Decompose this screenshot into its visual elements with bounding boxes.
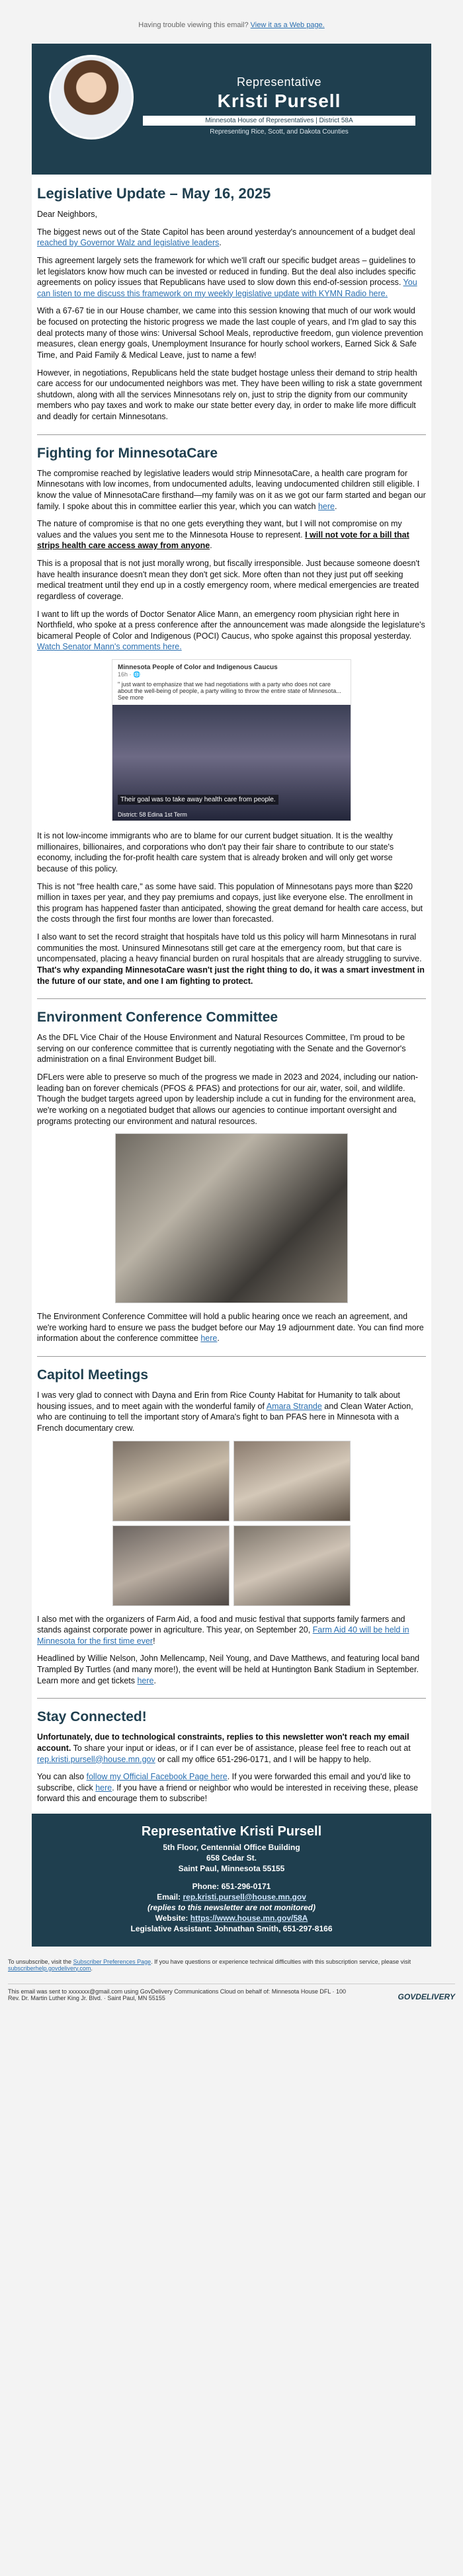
unsubscribe-line: To unsubscribe, visit the Subscriber Preferences Page. If you have questions or experience technical difficulties with this subscription service, please visit subscriberhelp.govdelivery.com. (8, 1958, 411, 1972)
divider (37, 1698, 426, 1699)
footer-email: Email: rep.kristi.pursell@house.mn.gov (157, 1892, 306, 1902)
update-title: Legislative Update – May 16, 2025 (37, 185, 271, 202)
bottom-row (8, 1988, 455, 2001)
amara-strande-link[interactable]: Amara Strande (266, 1401, 322, 1411)
divider (37, 1356, 426, 1357)
farm-aid-tickets-link[interactable]: here (137, 1675, 154, 1685)
video-caption: Their goal was to take away health care from people. (118, 795, 278, 805)
header-role: Representative (236, 75, 322, 89)
meeting-photo (233, 1525, 351, 1606)
meeting-photo (112, 1441, 230, 1521)
mncare-paragraph-6: This is not "free health care," as some have said. This population of Minnesotans pays more than $220 million in taxes per year, and they pay premiums and copays, just like everyone else. The enrollment in this program has happened faster than anticipated, showing the great demand for health care access, but the costs through the first four months are lower than forecasted. (37, 881, 423, 924)
footer-note: (replies to this newsletter are not monitored) (147, 1902, 316, 1912)
greeting: Dear Neighbors, (37, 210, 98, 219)
footer-street: 658 Cedar St. (206, 1853, 257, 1863)
farm-aid-link[interactable]: Farm Aid 40 will be held in Minnesota for the first time ever (37, 1625, 409, 1646)
update-paragraph-3: With a 67-67 tie in our House chamber, we came into this session knowing that much of our work would be focused on protecting the historic progress we made the last couple of years, and I'm glad to say this deal protects many of those wins: Universal School Meals, reproductive freedom, gun violence prevention measures, clean energy goals, Unemployment Insurance for hourly school workers, Earned Sick & Safe Time, and Paid Family & Medical Leave, just to name a few! (37, 306, 423, 360)
conference-committee-link[interactable]: here (200, 1334, 218, 1344)
mncare-paragraph-5: It is not low-income immigrants who are to blame for our current budget situation. It is the wealthy millionaires, billionaires, and corporations who don't pay their fair share to contribute to our state's economy, including the for-profit health care system that is already broken and will only get worse because of this policy. (37, 831, 394, 873)
meeting-photo (233, 1441, 351, 1521)
environment-title: Environment Conference Committee (37, 1010, 278, 1026)
budget-deal-link[interactable]: reached by Governor Walz and legislative leaders (37, 238, 220, 248)
connected-paragraph-2: You can also follow my Official Facebook Page here. If you were forwarded this email and you'd like to subscribe, click here. If you have a friend or neighbor who would be interested in receiving these, please forward this and encourage them to subscribe! (37, 1772, 419, 1804)
email-link[interactable]: rep.kristi.pursell@house.mn.gov (37, 1754, 155, 1764)
committee-video-link[interactable]: here (317, 501, 335, 511)
connected-title: Stay Connected! (37, 1709, 147, 1725)
environment-paragraph-1: As the DFL Vice Chair of the House Environment and Natural Resources Committee, I'm proud to be serving on our conference committee that is currently negotiating with the Senate and the Governor's administration on a final Environment Budget bill. (37, 1033, 406, 1065)
newsletter (32, 44, 431, 1947)
update-paragraph-4: However, in negotiations, Republicans held the state budget hostage unless their demand to strip health care access for our undocumented neighbors was met. They have been willing to risk a state government shutdown, along with all the services Minnesotans rely on, just to strip the dignity from our community members who pay taxes and work to make our state better every day, in order to make life more difficult and deadly for certain Minnesotans. (37, 368, 423, 421)
capitol-paragraph-1: I was very glad to connect with Dayna and Erin from Rice County Habitat for Humanity to talk about housing issues, and to meet again with the wonderful family of Amara Strande and Clean Water Action, who are continuing to tell the important story of Amara's fight to ban PFAS here in Minnesota with a French documentary crew. (37, 1390, 413, 1433)
capitol-paragraph-3: Headlined by Willie Nelson, John Mellencamp, Neil Young, and Dave Matthews, and featuring local band Trampled By Turtles (and many more!), the event will be held at Huntington Bank Stadium in September. Learn more and get tickets here. (37, 1654, 420, 1685)
divider (37, 998, 426, 999)
header-text (143, 75, 415, 136)
bottom-area (0, 1947, 463, 2001)
connected-paragraph-1: Unfortunately, due to technological constraints, replies to this newsletter won't reach my email account. To share your input or ideas, or if I can ever be of assistance, please feel free to reach out at rep.kristi.pursell@house.mn.gov or call my office 651-296-0171, and I will be happy to help. (37, 1732, 411, 1764)
content (32, 185, 431, 1804)
preheader-text: Having trouble viewing this email? (138, 21, 249, 29)
subscriber-help-link[interactable]: subscriberhelp.govdelivery.com (8, 1964, 91, 1972)
header-banner (32, 44, 431, 175)
footer (32, 1814, 431, 1947)
kymn-radio-link[interactable]: You can listen to me discuss this framework on my weekly legislative update with KYMN Radio here. (37, 278, 417, 298)
divider (37, 434, 426, 435)
subscriber-preferences-link[interactable]: Subscriber Preferences Page (73, 1958, 151, 1965)
video-lower-third: District: 58 Edina 1st Term (118, 811, 187, 818)
footer-phone: Phone: 651-296-0171 (192, 1881, 271, 1891)
mncare-paragraph-3: This is a proposal that is not just morally wrong, but fiscally irresponsible. Just because someone doesn't have health insurance doesn't mean they don't get sick. More often than not they just put off seeking medical treatment until they end up in a costly emergency room, where medical emergencies are treated regardless of coverage. (37, 559, 420, 601)
header-subtitle: Minnesota House of Representatives | District 58A (143, 116, 415, 126)
facebook-video-embed[interactable] (112, 659, 351, 821)
footer-assistant: Legislative Assistant: Johnathan Smith, 651-297-8166 (130, 1924, 333, 1934)
senator-mann-link[interactable]: Watch Senator Mann's comments here. (37, 642, 182, 652)
subscribe-link[interactable]: here (95, 1783, 112, 1792)
footer-city: Saint Paul, Minnesota 55155 (178, 1864, 285, 1874)
mncare-title: Fighting for MinnesotaCare (37, 445, 218, 461)
update-paragraph-2: This agreement largely sets the framework for which we'll craft our specific budget areas – guidelines to let legislators know how much can be invested or reduced in funding. But the deal also includes specific agreements on policy issues that Republicans have used to slow down this end-of-session process. You can listen to me discuss this framework on my weekly legislative update with KYMN Radio here. (37, 255, 417, 298)
mncare-paragraph-7: I also want to set the record straight that hospitals have told us this policy will harm Minnesotans in rural communities the most. Uninsured Minnesotans still get care at the emergency room, but that care is uncompensated, placing a heavy financial burden on rural hospitals that are already struggling to survive. That's why expanding MinnesotaCare wasn't just the right thing to do, it was a smart investment in the future of our state, and one I am fighting to protect. (37, 932, 425, 986)
mncare-paragraph-2: The nature of compromise is that no one gets everything they want, but I will not compromise on my values and the values you sent me to the Minnesota House to represent. I will not vote for a bill that strips health care access away from anyone. (37, 519, 409, 551)
avatar (49, 55, 134, 140)
fb-post-text: " just want to emphasize that we had negotiations with a party who does not care about the well-being of people, a party willing to throw the entire state of Minnesota... See more (118, 681, 341, 701)
footer-website-link[interactable]: https://www.house.mn.gov/58A (190, 1913, 308, 1923)
fb-meta: 16h · 🌐 (118, 671, 141, 678)
footer-website: Website: https://www.house.mn.gov/58A (155, 1913, 308, 1923)
mncare-paragraph-1: The compromise reached by legislative leaders would strip MinnesotaCare, a health care program for Minnesotans with low incomes, from undocumented adults, leaving undocumented children still eligible. I know the value of MinnesotaCare firsthand—my family was on it as we got our farm started and began our family. I spoke about this in committee earlier this year, which you can watch here. (37, 468, 426, 511)
header-subtitle-2: Representing Rice, Scott, and Dakota Counties (210, 128, 349, 136)
govdelivery-logo: GOVDELIVERY (398, 1992, 455, 2001)
header-name: Kristi Pursell (217, 91, 341, 111)
capitol-paragraph-2: I also met with the organizers of Farm Aid, a food and music festival that supports family farmers and stands against corporate power in agriculture. This year, on September 20, Farm Aid 40 will be held in Minnesota for the first time ever! (37, 1614, 409, 1646)
sent-to-line: This email was sent to xxxxxxx@gmail.com using GovDelivery Communications Cloud on behalf of: Minnesota House DFL · 100 Rev. Dr. Martin Luther King Jr. Blvd. · Saint Paul, MN 55155 (8, 1988, 347, 2001)
meeting-photo (112, 1525, 230, 1606)
environment-paragraph-3: The Environment Conference Committee will hold a public hearing once we reach an agreement, and we're working hard to ensure we pass the budget before our May 19 adjournment date. You can find more information about the conference committee here. (37, 1312, 424, 1344)
preheader (0, 0, 463, 44)
meeting-photo-grid (112, 1441, 351, 1606)
video-thumbnail[interactable] (112, 705, 351, 821)
update-paragraph-1: The biggest news out of the State Capitol has been around yesterday's announcement of a budget deal reached by Governor Walz and legislative leaders. (37, 227, 415, 248)
web-version-link[interactable]: View it as a Web page. (250, 21, 325, 29)
footer-office: 5th Floor, Centennial Office Building (163, 1843, 300, 1852)
environment-paragraph-2: DFLers were able to preserve so much of the progress we made in 2023 and 2024, including our nation-leading ban on forever chemicals (PFOS & PFAS) and protections for our air, water, soil, and wildlife. Though the budget targets agreed upon by leadership include a cut in funding for the environment area, we're working on a negotiated budget that allows our agencies to continue important oversight and programs protecting our environment and natural resources. (37, 1072, 419, 1126)
footer-email-link[interactable]: rep.kristi.pursell@house.mn.gov (183, 1892, 306, 1902)
fb-page-name: Minnesota People of Color and Indigenous Caucus (118, 664, 278, 671)
capitol-title: Capitol Meetings (37, 1367, 149, 1383)
facebook-page-link[interactable]: follow my Official Facebook Page here (86, 1772, 228, 1782)
footer-name: Representative Kristi Pursell (141, 1824, 322, 1839)
mncare-paragraph-4: I want to lift up the words of Doctor Senator Alice Mann, an emergency room physician right here in Northfield, who spoke at a press conference after the announcement was made alongside the legislature's bicameral People of Color and Indigenous (POCI) Caucus, who spoke against this proposal yesterday. Watch Senator Mann's comments here. (37, 609, 425, 652)
conference-committee-photo (115, 1133, 348, 1303)
